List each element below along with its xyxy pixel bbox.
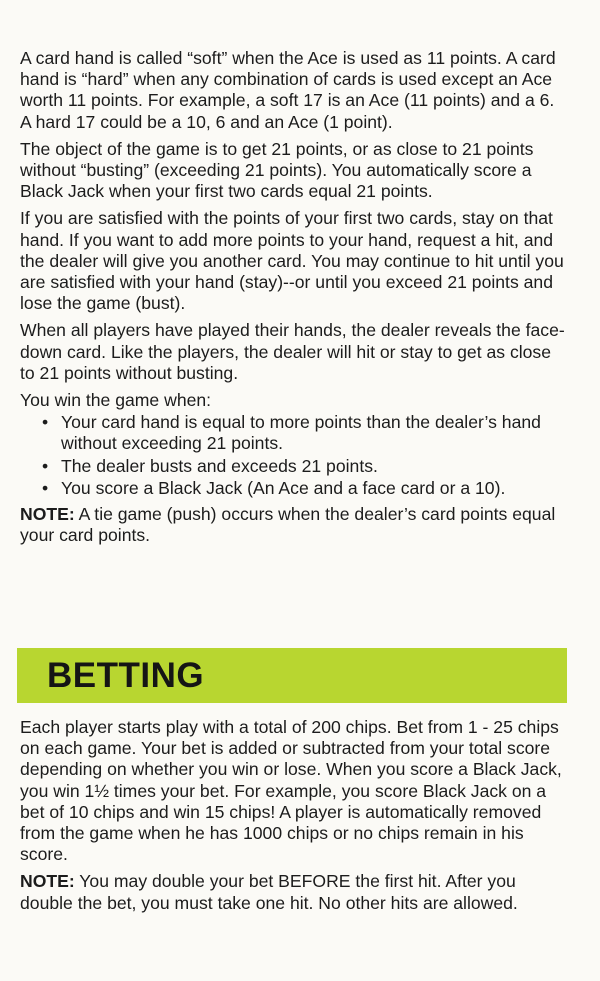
list-item-text: Your card hand is equal to more points than the dealer’s hand without exceeding 21 points. xyxy=(61,412,541,454)
win-intro: You win the game when: xyxy=(20,390,212,411)
tie-note xyxy=(20,504,568,546)
note-label: NOTE: xyxy=(20,504,75,525)
dealer-paragraph: When all players have played their hands, the dealer reveals the face-down card. Like the players, the dealer will hit or stay to get as close to 21 points without busting. xyxy=(20,320,565,383)
objective-paragraph: The object of the game is to get 21 points, or as close to 21 points without “busting” (exceeding 21 points). You automatically score a Black Jack when your first two cards equal 21 points. xyxy=(20,138,534,202)
double-note xyxy=(20,871,568,913)
list-item-text: You score a Black Jack (An Ace and a face card or a 10). xyxy=(61,477,506,498)
bullet-icon: • xyxy=(42,455,49,476)
list-item xyxy=(42,412,568,454)
win-conditions-list xyxy=(20,412,568,499)
betting-banner xyxy=(17,648,567,703)
list-item xyxy=(42,478,568,499)
list-item-text: The dealer busts and exceeds 21 points. xyxy=(61,455,378,476)
rules-section xyxy=(20,48,568,552)
section-heading: BETTING xyxy=(47,656,205,695)
list-item xyxy=(42,456,568,477)
note-text: A tie game (push) occurs when the dealer’s card points equal your card points. xyxy=(20,504,556,546)
betting-section xyxy=(20,717,568,920)
soft-hard-paragraph: A card hand is called “soft” when the Ace is used as 11 points. A card hand is “hard” when any combination of cards is used except an Ace worth 11 points. For example, a soft 17 is an Ace (11 points) and a 6. A hard 17 could be a 10, 6 and an Ace (1 point). xyxy=(20,48,556,132)
note-label: NOTE: xyxy=(20,871,75,892)
bullet-icon: • xyxy=(42,412,49,433)
bullet-icon: • xyxy=(42,477,49,498)
betting-paragraph: Each player starts play with a total of 200 chips. Bet from 1 - 25 chips on each game. Your bet is added or subtracted from your total score depending on whether you win or lose. When you score a Black Jack, you win 1½ times your bet. For example, you score Black Jack on a bet of 10 chips and win 15 chips! A player is automatically removed from the game when he has 1000 chips or no chips remain in his score. xyxy=(20,717,562,865)
note-text: You may double your bet BEFORE the first hit. After you double the bet, you must take one hit. No other hits are allowed. xyxy=(20,871,518,913)
hit-stay-paragraph: If you are satisfied with the points of your first two cards, stay on that hand. If you want to add more points to your hand, request a hit, and the dealer will give you another card. You may continue to hit until you are satisfied with your hand (stay)--or until you exceed 21 points and lose the game (bust). xyxy=(20,208,564,314)
